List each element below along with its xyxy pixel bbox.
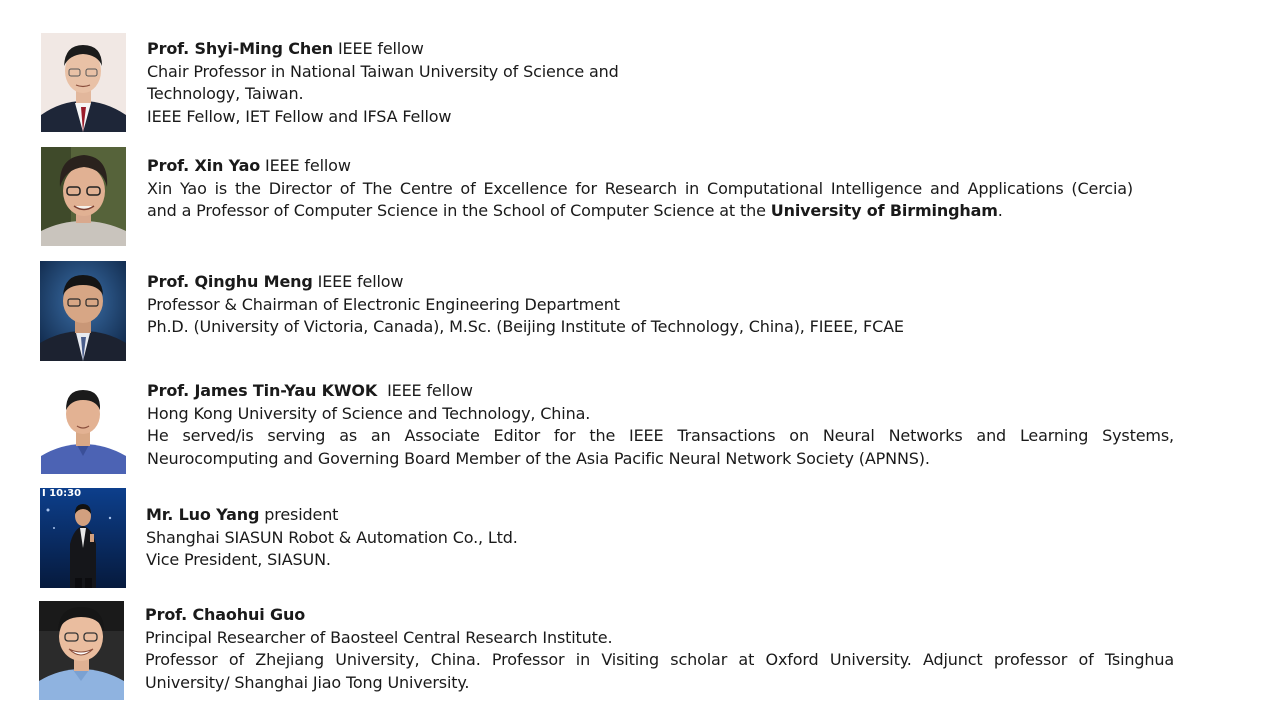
bio-meng [147,271,947,339]
portrait-photo-guo [39,601,124,700]
person-title: IEEE fellow [387,381,473,400]
person-name: Mr. Luo Yang [146,505,260,524]
bio-luo [146,504,666,572]
bio-line: Professor & Chairman of Electronic Engineering Department [147,294,620,314]
bio-chen [147,38,667,128]
university-name: University of Birmingham [770,201,998,221]
person-name: Prof. James Tin-Yau KWOK [147,381,378,400]
bio-line: IEEE Fellow, IET Fellow and IFSA Fellow [147,106,452,126]
bio-line: Ph.D. (University of Victoria, Canada), M.Sc. (Beijing Institute of Technology, China), FIEEE, FCAE [147,317,904,337]
bio-guo [145,604,1177,694]
person-name: Prof. Shyi-Ming Chen [147,39,334,58]
bio-line: Neurocomputing and Governing Board Member of the Asia Pacific Neural Network Society (APNNS). [147,448,930,468]
person-name: Prof. Xin Yao [147,156,261,175]
portrait-photo-chen [41,33,126,132]
bio-line [147,200,1177,223]
person-name: Prof. Chaohui Guo [145,605,306,624]
bio-line: University/ Shanghai Jiao Tong University. [145,672,470,692]
portrait-photo-meng [40,261,126,361]
svg-text:I 10:30: I 10:30 [42,488,82,499]
bio-text: . [997,201,1003,221]
person-title: IEEE fellow [265,156,351,175]
bio-line: Chair Professor in National Taiwan University of Science and [147,61,619,81]
bio-line: Professor of Zhejiang University, China. Professor in Visiting scholar at Oxford University. Adjunct professor of Tsinghua [145,650,1174,670]
bio-line: Principal Researcher of Baosteel Central Research Institute. [145,627,613,647]
bio-line: Vice President, SIASUN. [146,550,331,570]
bio-line: Hong Kong University of Science and Technology, China. [147,403,591,423]
bio-line: He served/is serving as an Associate Editor for the IEEE Transactions on Neural Networks and Learning Systems, [147,426,1174,446]
bio-line: Technology, Taiwan. [147,84,304,104]
person-name: Prof. Qinghu Meng [147,272,313,291]
person-title: IEEE fellow [337,39,424,58]
bio-text: and a Professor of Computer Science in the School of Computer Science at the [147,201,766,221]
portrait-photo-luo [40,488,126,588]
bio-line: Xin Yao is the Director of The Centre of Excellence for Research in Computational Intelligence and Applications (Cercia) [147,178,1133,198]
bio-yao [147,155,1177,223]
person-title: president [264,505,339,524]
portrait-photo-kwok [41,384,126,474]
bio-line: Shanghai SIASUN Robot & Automation Co., Ltd. [146,527,518,547]
portrait-photo-yao [41,147,126,246]
person-title: IEEE fellow [317,272,404,291]
bio-kwok [147,380,1177,470]
